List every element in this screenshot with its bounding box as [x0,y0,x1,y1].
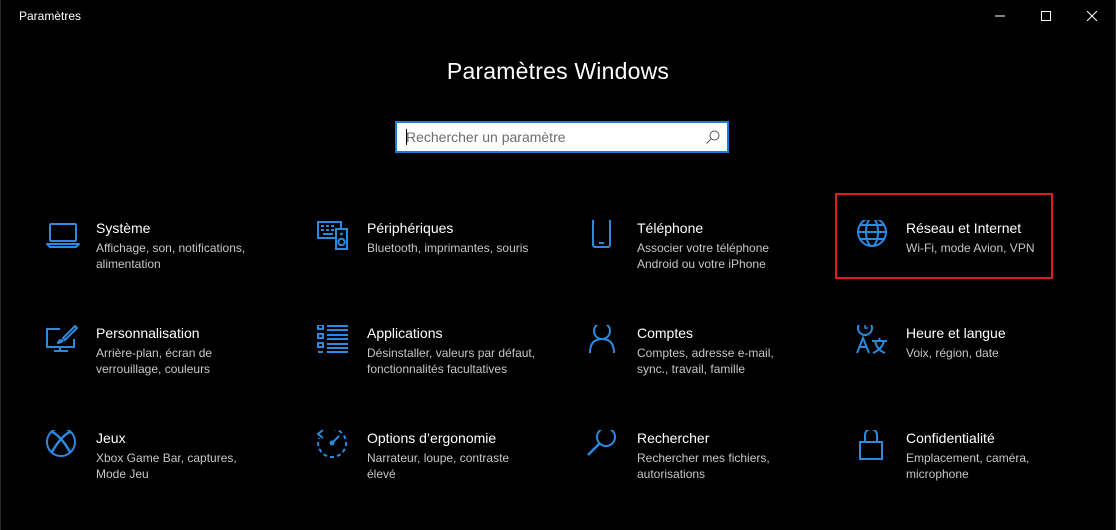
page-title: Paramètres Windows [446,58,670,84]
maximize-button[interactable] [1023,0,1069,32]
tile-privacy[interactable] [856,430,1096,510]
tile-description: Affichage, son, notifications, alimentation [96,241,246,271]
laptop-icon [46,220,82,256]
tile-title: Réseau et Internet [906,220,1022,236]
time-language-icon [856,325,892,361]
window-title: Paramètres [19,9,82,23]
tile-title: Téléphone [637,220,704,236]
search-magnifier-icon [587,430,623,466]
tile-description: Wi-Fi, mode Avion, VPN [906,241,1035,255]
ease-of-access-icon [317,430,353,466]
tile-phone[interactable] [587,220,827,300]
tile-description: Arrière-plan, écran de verrouillage, couleurs [96,346,213,376]
title-bar[interactable] [1,0,1115,32]
tile-title: Heure et langue [906,325,1006,341]
tile-ease-of-access[interactable] [317,430,557,510]
tile-gaming[interactable] [46,430,286,510]
tile-description: Xbox Game Bar, captures, Mode Jeu [96,451,237,481]
tile-title: Comptes [637,325,694,341]
highlight-frame [835,193,1053,279]
tile-title: Rechercher [637,430,710,446]
tile-title: Applications [367,325,443,341]
tile-title: Jeux [96,430,126,446]
close-button[interactable] [1069,0,1115,32]
tile-title: Personnalisation [96,325,200,341]
tile-description: Emplacement, caméra, microphone [906,451,1030,481]
tile-title: Périphériques [367,220,454,236]
tile-personalization[interactable] [46,325,286,405]
maximize-icon [1041,11,1051,21]
tile-title: Système [96,220,151,236]
person-icon [587,325,623,361]
search-icon[interactable] [705,129,721,145]
tile-search[interactable] [587,430,827,510]
tile-description: Désinstaller, valeurs par défaut, fonctionnalités facultatives [367,346,536,376]
tile-system[interactable] [46,220,286,300]
tile-description: Rechercher mes fichiers, autorisations [637,451,770,481]
close-icon [1087,11,1097,21]
tile-apps[interactable] [317,325,557,405]
lock-icon [856,430,892,466]
tile-time-language[interactable] [856,325,1096,405]
search-box[interactable] [395,121,729,153]
tile-description: Narrateur, loupe, contraste élevé [367,451,510,481]
tile-devices[interactable] [317,220,557,300]
window-controls [977,0,1115,32]
tile-description: Bluetooth, imprimantes, souris [367,241,529,255]
devices-icon [317,220,353,256]
phone-icon [587,220,623,256]
tile-title: Confidentialité [906,430,995,446]
tile-description: Voix, région, date [906,346,999,360]
tile-description: Associer votre téléphone Android ou votre iPhone [637,241,770,271]
text-caret [406,129,407,145]
paint-icon [46,325,82,361]
tile-description: Comptes, adresse e-mail, sync., travail, famille [637,346,774,376]
apps-list-icon [317,325,353,361]
xbox-icon [46,430,82,466]
minimize-button[interactable] [977,0,1023,32]
tile-title: Options d’ergonomie [367,430,497,446]
tile-accounts[interactable] [587,325,827,405]
search-input[interactable] [397,123,697,151]
minimize-icon [995,11,1005,21]
